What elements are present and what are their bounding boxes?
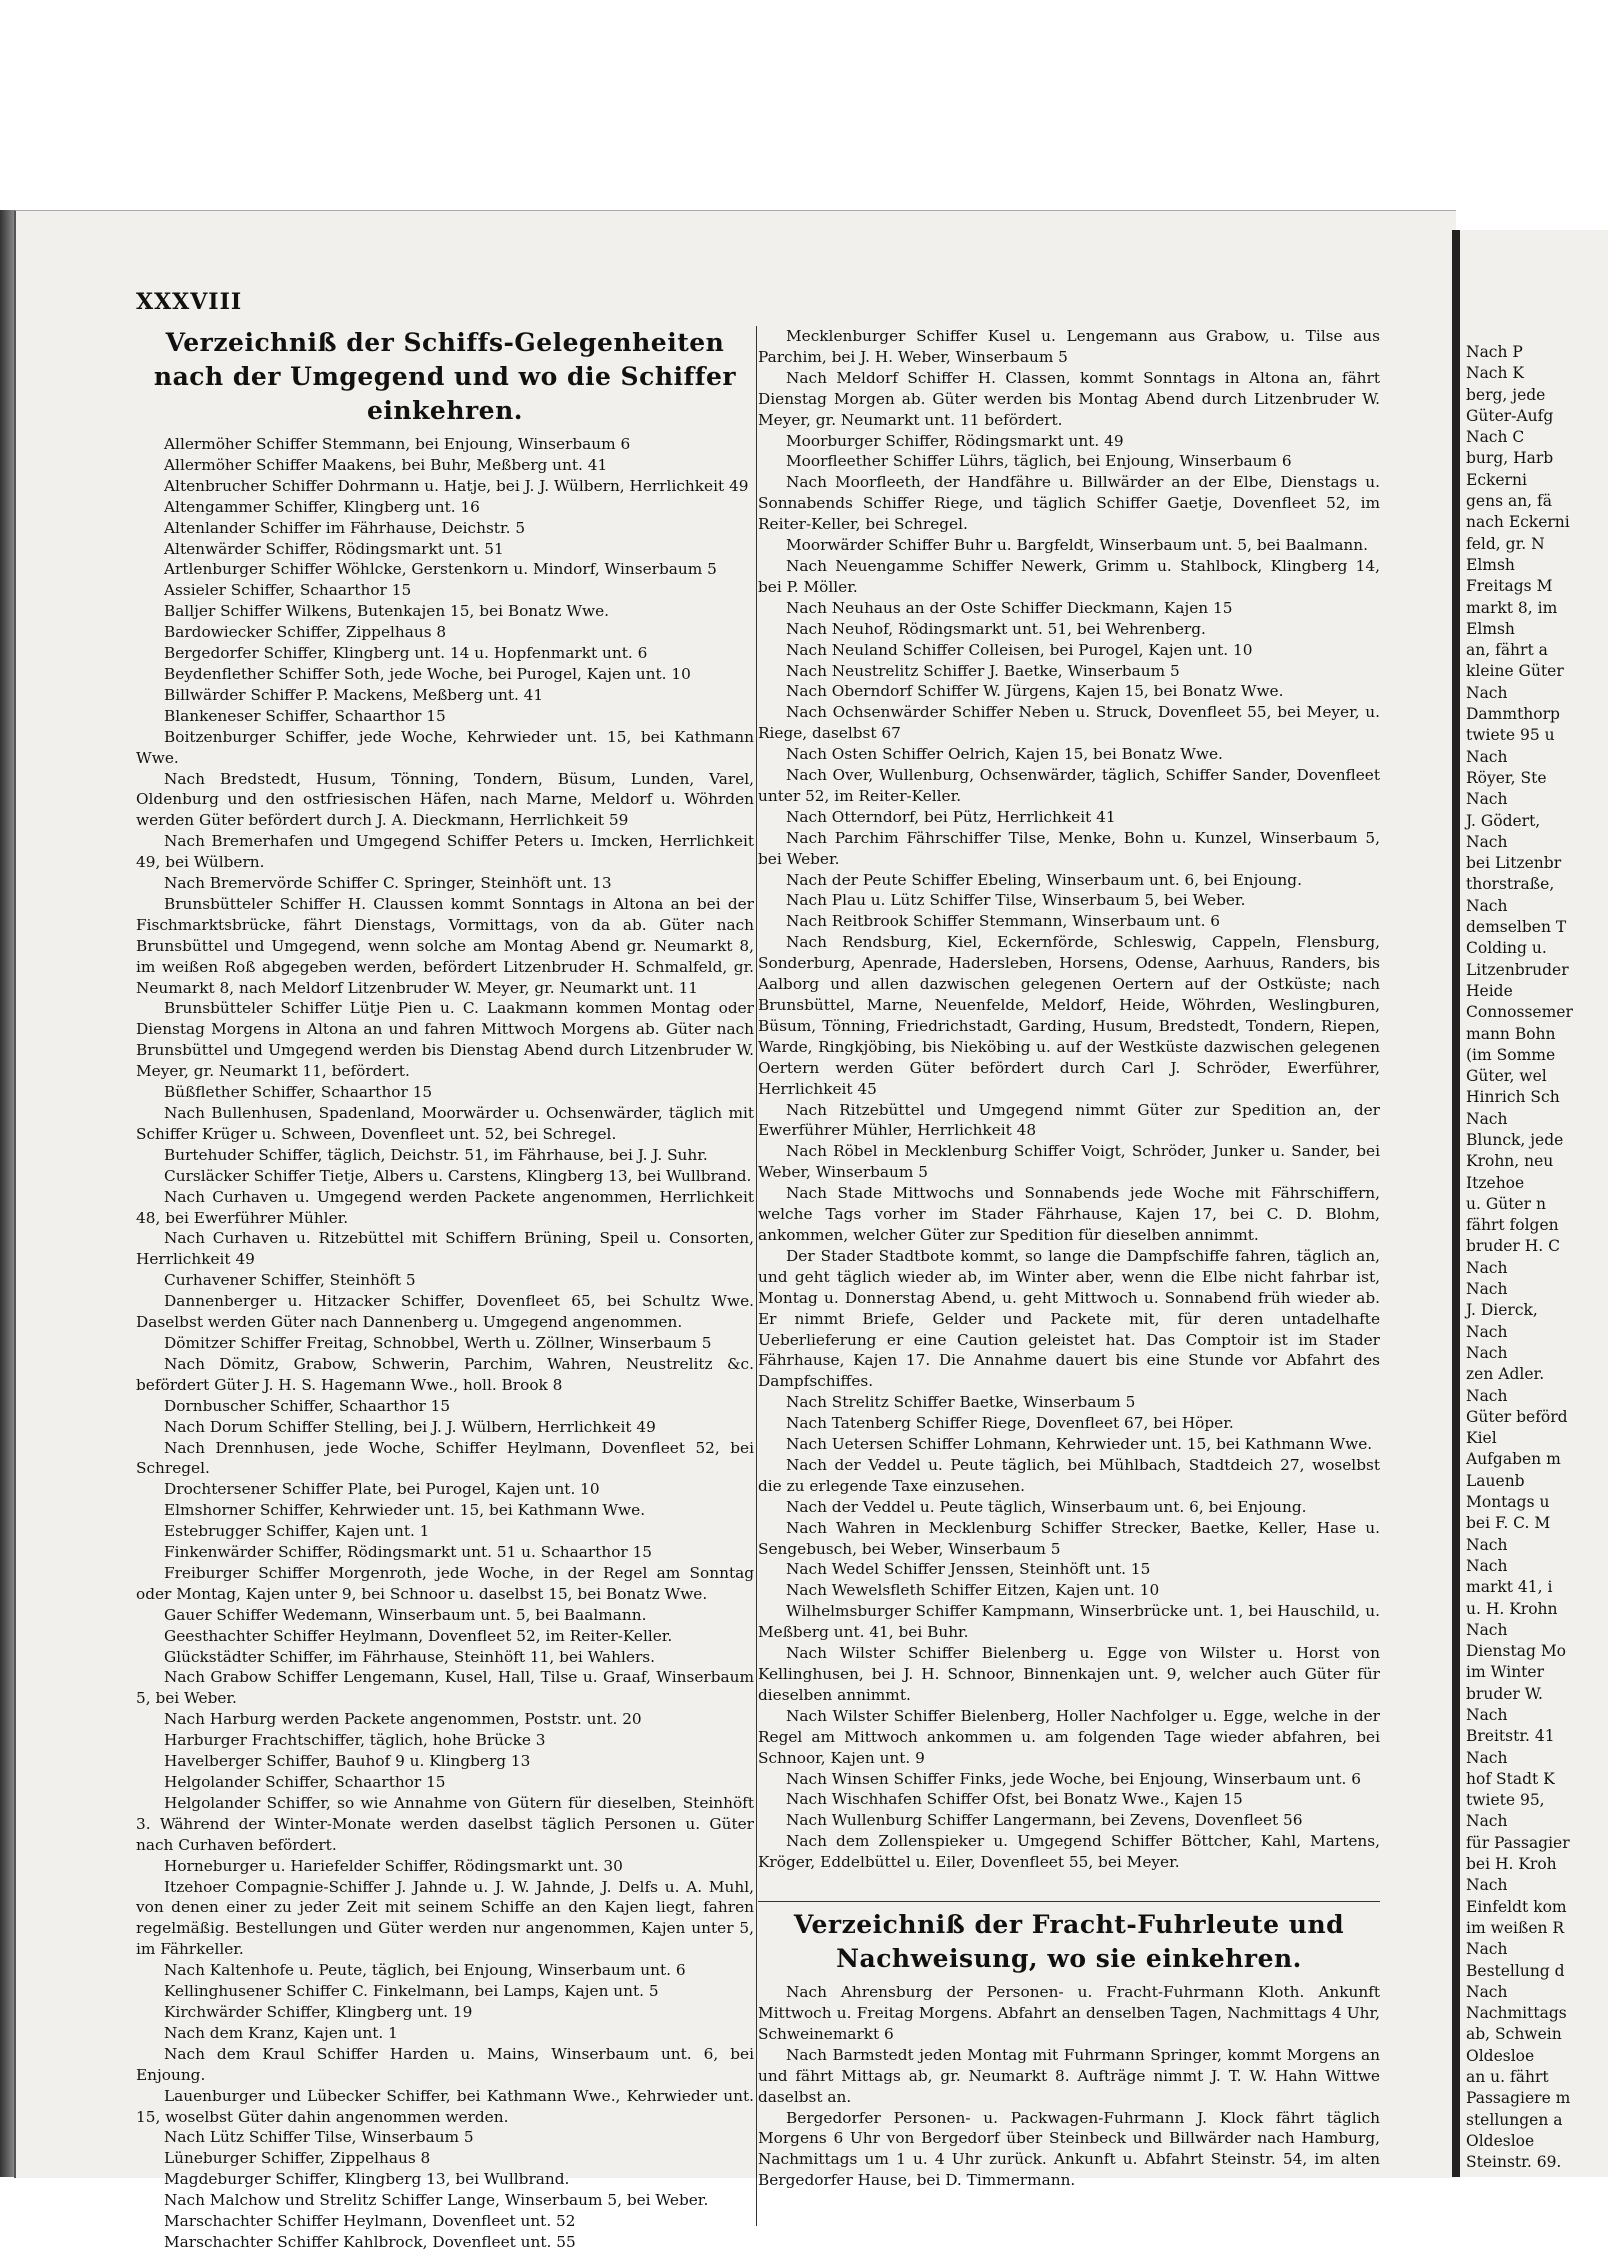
directory-entry: Brunsbütteler Schiffer Lütje Pien u. C. Laakmann kommen Montag oder Dienstag Morgens in Altona an und fahren Mittwoch Morgens ab. Güter nach Brunsbüttel und Umgegend werden bis Dienstag Abend durch Litzenbruder W. Meyer, gr. Neumarkt 11, befördert. — [136, 999, 754, 1081]
directory-entry: Kirchwärder Schiffer, Klingberg unt. 19 — [164, 2002, 473, 2021]
adjacent-page-line: Krohn, neu — [1466, 1152, 1554, 1171]
adjacent-page-line: J. Dierck, — [1466, 1301, 1538, 1320]
directory-entry: Elmshorner Schiffer, Kehrwieder unt. 15, bei Kathmann Wwe. — [164, 1501, 646, 1520]
adjacent-page-line: Hinrich Sch — [1466, 1088, 1560, 1107]
directory-entry: Artlenburger Schiffer Wöhlcke, Gerstenkorn u. Mindorf, Winserbaum 5 — [164, 560, 717, 579]
adjacent-page-line: Steinstr. 69. — [1466, 2153, 1562, 2172]
adjacent-page-line: Nach — [1466, 1535, 1508, 1554]
directory-entry: Nach Harburg werden Packete angenommen, Poststr. unt. 20 — [164, 1710, 642, 1729]
adjacent-page-line: bei Litzenbr — [1466, 854, 1562, 873]
directory-entry: Altengammer Schiffer, Klingberg unt. 16 — [164, 497, 480, 516]
adjacent-page-line: markt 8, im — [1466, 598, 1558, 617]
directory-entry: Nach Lütz Schiffer Tilse, Winserbaum 5 — [164, 2128, 474, 2147]
adjacent-page-line: Oldesloe — [1466, 2046, 1535, 2065]
adjacent-page-line: zen Adler. — [1466, 1365, 1545, 1384]
directory-entry: Nach Neuhaus an der Oste Schiffer Dieckmann, Kajen 15 — [786, 598, 1233, 617]
directory-entry: Dannenberger u. Hitzacker Schiffer, Dovenfleet 65, bei Schultz Wwe. Daselbst werden Güter nach Dannenberg u. Umgegend angenommen. — [136, 1292, 754, 1332]
directory-entry: Nach Neuengamme Schiffer Newerk, Grimm u. Stahlbock, Klingberg 14, bei P. Möller. — [758, 556, 1380, 596]
adjacent-page-line: Nach — [1466, 1982, 1508, 2001]
directory-entry: Burtehuder Schiffer, täglich, Deichstr. 51, im Fährhause, bei J. J. Suhr. — [164, 1145, 708, 1164]
adjacent-page-line: Breitstr. 41 — [1466, 1727, 1555, 1746]
directory-entry: Nach Drennhusen, jede Woche, Schiffer Heylmann, Dovenfleet 52, bei Schregel. — [136, 1438, 754, 1478]
adjacent-page-line: an u. fährt — [1466, 2068, 1549, 2087]
adjacent-page-line: im Winter — [1466, 1663, 1544, 1682]
directory-entry: Boitzenburger Schiffer, jede Woche, Kehrwieder unt. 15, bei Kathmann Wwe. — [136, 727, 754, 767]
directory-entry: Beydenflether Schiffer Soth, jede Woche, bei Purogel, Kajen unt. 10 — [164, 664, 691, 683]
directory-entry: Allermöher Schiffer Maakens, bei Buhr, Meßberg unt. 41 — [164, 455, 608, 474]
adjacent-page-line: Eckerni — [1466, 470, 1527, 489]
adjacent-page-line: Bestellung d — [1466, 1961, 1565, 1980]
adjacent-page-line: Nach — [1466, 1322, 1508, 1341]
adjacent-page-line: Nach — [1466, 896, 1508, 915]
directory-entry: Nach Wewelsfleth Schiffer Eitzen, Kajen unt. 10 — [786, 1581, 1160, 1600]
directory-entry: Dömitzer Schiffer Freitag, Schnobbel, Werth u. Zöllner, Winserbaum 5 — [164, 1333, 712, 1352]
directory-entry: Marschachter Schiffer Kahlbrock, Dovenfleet unt. 55 — [164, 2232, 576, 2251]
directory-entry: Nach dem Zollenspieker u. Umgegend Schiffer Böttcher, Kahl, Martens, Kröger, Eddelbüttel u. Eiler, Dovenfleet 55, bei Meyer. — [758, 1832, 1380, 1872]
adjacent-page-line: Colding u. — [1466, 939, 1547, 958]
adjacent-page-line: im weißen R — [1466, 1918, 1565, 1937]
directory-entry: Nach Bremerhafen und Umgegend Schiffer Peters u. Imcken, Herrlichkeit 49, bei Wülbern. — [136, 832, 754, 872]
section2-entries-list — [758, 1982, 1380, 2191]
column-divider — [756, 326, 757, 2226]
adjacent-page-line: Güter, wel — [1466, 1067, 1547, 1086]
adjacent-page-line: Nach — [1466, 1556, 1508, 1575]
directory-entry: Nach Neuland Schiffer Colleisen, bei Purogel, Kajen unt. 10 — [786, 640, 1253, 659]
adjacent-page-line: Nach C — [1466, 428, 1525, 447]
directory-entry: Nach dem Kraul Schiffer Harden u. Mains, Winserbaum unt. 6, bei Enjoung. — [136, 2044, 754, 2084]
directory-entry: Nach Over, Wullenburg, Ochsenwärder, täglich, Schiffer Sander, Dovenfleet unter 52, im Reiter-Keller. — [758, 766, 1380, 805]
adjacent-page-line: J. Gödert, — [1466, 811, 1541, 830]
directory-entry: Blankeneser Schiffer, Schaarthor 15 — [164, 706, 446, 725]
adjacent-page-line: demselben T — [1466, 918, 1567, 937]
directory-entry: Moorwärder Schiffer Buhr u. Bargfeldt, Winserbaum unt. 5, bei Baalmann. — [786, 536, 1368, 555]
directory-entry: Balljer Schiffer Wilkens, Butenkajen 15, bei Bonatz Wwe. — [164, 602, 610, 621]
carrier-entry: Nach Ahrensburg der Personen- u. Fracht-Fuhrmann Kloth. Ankunft Mittwoch u. Freitag Morgens. Abfahrt an denselben Tagen, Nachmittags 4 Uhr, Schweinemarkt 6 — [758, 1983, 1380, 2043]
directory-entry: Nach Winsen Schiffer Finks, jede Woche, bei Enjoung, Winserbaum unt. 6 — [786, 1769, 1361, 1788]
directory-entry: Büßflether Schiffer, Schaarthor 15 — [164, 1083, 433, 1102]
directory-entry: Glückstädter Schiffer, im Fährhause, Steinhöft 11, bei Wahlers. — [164, 1647, 656, 1666]
adjacent-page-line: Aufgaben m — [1466, 1450, 1561, 1469]
directory-entry: Bardowiecker Schiffer, Zippelhaus 8 — [164, 623, 447, 642]
adjacent-page-line: Nach — [1466, 832, 1508, 851]
adjacent-page-line: Nach — [1466, 1812, 1508, 1831]
carrier-entry: Bergedorfer Personen- u. Packwagen-Fuhrmann J. Klock fährt täglich Morgens 6 Uhr von Bergedorf über Steinbeck und Billwärder nach Hamburg, Nachmittags um 1 u. 4 Uhr zurück. Ankunft u. Abfahrt Steinstr. 54, im alten Bergedorfer Hause, bei D. Timmermann. — [758, 2108, 1380, 2190]
directory-entry: Nach Dömitz, Grabow, Schwerin, Parchim, Wahren, Neustrelitz &c. befördert Güter J. H. S. Hagemann Wwe., holl. Brook 8 — [136, 1354, 754, 1394]
directory-entry: Nach Ritzebüttel und Umgegend nimmt Güter zur Spedition an, der Ewerführer Mühler, Herrlichkeit 48 — [758, 1100, 1380, 1140]
directory-entry: Nach der Peute Schiffer Ebeling, Winserbaum unt. 6, bei Enjoung. — [786, 870, 1302, 889]
directory-entry: Nach der Veddel u. Peute täglich, bei Mühlbach, Stadtdeich 27, woselbst die zu erlegende Taxe einzusehen. — [758, 1455, 1380, 1495]
directory-entry: Freiburger Schiffer Morgenroth, jede Woche, in der Regel am Sonntag oder Montag, Kajen unter 9, bei Schnoor u. daselbst 15, bei Bonatz Wwe. — [136, 1563, 754, 1603]
directory-entry: Nach Wullenburg Schiffer Langermann, bei Zevens, Dovenfleet 56 — [786, 1811, 1303, 1830]
directory-entry: Moorburger Schiffer, Rödingsmarkt unt. 49 — [786, 431, 1124, 450]
directory-entry: Dornbuscher Schiffer, Schaarthor 15 — [164, 1396, 451, 1415]
adjacent-page-line: Montags u — [1466, 1493, 1550, 1512]
adjacent-page-fragments — [1460, 342, 1608, 2174]
adjacent-page-line: Kiel — [1466, 1429, 1497, 1448]
adjacent-page-line: bruder H. C — [1466, 1237, 1560, 1256]
adjacent-page-line: Lauenb — [1466, 1471, 1525, 1490]
directory-entry: Nach Ochsenwärder Schiffer Neben u. Struck, Dovenfleet 55, bei Meyer, u. Riege, daselbst 67 — [758, 703, 1380, 743]
right-entries-list — [758, 326, 1380, 1873]
directory-entry: Nach der Veddel u. Peute täglich, Winserbaum unt. 6, bei Enjoung. — [786, 1497, 1307, 1516]
directory-entry: Nach Bullenhusen, Spadenland, Moorwärder u. Ochsenwärder, täglich mit Schiffer Krüger u. Schween, Dovenfleet unt. 52, bei Schregel. — [136, 1104, 754, 1143]
directory-entry: Nach dem Kranz, Kajen unt. 1 — [164, 2023, 398, 2042]
directory-entry: Mecklenburger Schiffer Kusel u. Lengemann aus Grabow, u. Tilse aus Parchim, bei J. H. Weber, Winserbaum 5 — [758, 327, 1380, 366]
right-column — [758, 326, 1380, 2191]
directory-entry: Nach Neuhof, Rödingsmarkt unt. 51, bei Wehrenberg. — [786, 619, 1206, 638]
directory-entry: Altenlander Schiffer im Fährhause, Deichstr. 5 — [164, 518, 526, 537]
adjacent-page-line: Connossemer — [1466, 1003, 1573, 1022]
section2-heading: Verzeichniß der Fracht-Fuhrleute und Nachweisung, wo sie einkehren. — [758, 1901, 1380, 1976]
directory-entry: Nach Reitbrook Schiffer Stemmann, Winserbaum unt. 6 — [786, 912, 1221, 931]
adjacent-page-line: twiete 95, — [1466, 1791, 1545, 1810]
directory-entry: Magdeburger Schiffer, Klingberg 13, bei Wullbrand. — [164, 2170, 570, 2189]
adjacent-page-line: Oldesloe — [1466, 2131, 1535, 2150]
adjacent-page-line: kleine Güter — [1466, 662, 1564, 681]
adjacent-page-line: Passagiere m — [1466, 2089, 1571, 2108]
book-gutter — [0, 210, 14, 2177]
adjacent-page-line: Nach — [1466, 1280, 1508, 1299]
directory-entry: Harburger Frachtschiffer, täglich, hohe Brücke 3 — [164, 1731, 546, 1750]
directory-entry: Nach Kaltenhofe u. Peute, täglich, bei Enjoung, Winserbaum unt. 6 — [164, 1961, 686, 1980]
adjacent-page-line: berg, jede — [1466, 385, 1546, 404]
directory-entry: Nach Strelitz Schiffer Baetke, Winserbaum 5 — [786, 1393, 1136, 1412]
adjacent-page-line: feld, gr. N — [1466, 534, 1545, 553]
directory-entry: Nach Bredstedt, Husum, Tönning, Tondern, Büsum, Lunden, Varel, Oldenburg und den ostfriesischen Häfen, nach Marne, Meldorf u. Wöhrden werden Güter befördert durch J. A. Dieckmann, Herrlichkeit 59 — [136, 769, 754, 830]
directory-entry: Itzehoer Compagnie-Schiffer J. Jahnde u. J. W. Jahnde, J. Delfs u. A. Muhl, von denen einer zu jeder Zeit mit seinem Schiffe an den Kajen liegt, fahren regelmäßig. Bestellungen und Güter werden nur angenommen, Kajen unter 5, im Fährkeller. — [136, 1877, 754, 1959]
adjacent-page-line: Blunck, jede — [1466, 1130, 1564, 1149]
directory-entry: Kellinghusener Schiffer C. Finkelmann, bei Lamps, Kajen unt. 5 — [164, 1982, 659, 2001]
directory-entry: Gauer Schiffer Wedemann, Winserbaum unt. 5, bei Baalmann. — [164, 1605, 647, 1624]
directory-entry: Nach Wilster Schiffer Bielenberg, Holler Nachfolger u. Egge, welche in der Regel am Mittwoch ankommen u. am folgenden Tage wieder abfahren, bei Schnoor, Kajen unt. 9 — [758, 1706, 1380, 1767]
directory-entry: Finkenwärder Schiffer, Rödingsmarkt unt. 51 u. Schaarthor 15 — [164, 1543, 653, 1562]
directory-entry: Nach Neustrelitz Schiffer J. Baetke, Winserbaum 5 — [786, 661, 1180, 680]
adjacent-page-line: Nach P — [1466, 343, 1523, 361]
adjacent-page-line: u. Güter n — [1466, 1194, 1546, 1213]
adjacent-page-line: Nach — [1466, 1386, 1508, 1405]
adjacent-page-line: u. H. Krohn — [1466, 1599, 1558, 1618]
adjacent-page-line: thorstraße, — [1466, 875, 1555, 894]
adjacent-page-line: Nach K — [1466, 364, 1524, 383]
page-number: XXXVIII — [136, 289, 243, 315]
directory-entry: Billwärder Schiffer P. Mackens, Meßberg unt. 41 — [164, 685, 544, 704]
adjacent-page-line: bei H. Kroh — [1466, 1855, 1557, 1874]
adjacent-page-line: Elmsh — [1466, 555, 1515, 574]
adjacent-page-line: Nach — [1466, 1748, 1508, 1767]
directory-entry: Lauenburger und Lübecker Schiffer, bei Kathmann Wwe., Kehrwieder unt. 15, woselbst Güter dahin angenommen werden. — [136, 2086, 754, 2126]
directory-entry: Nach Tatenberg Schiffer Riege, Dovenfleet 67, bei Höper. — [786, 1414, 1234, 1433]
adjacent-page-line: Nach — [1466, 1620, 1508, 1639]
directory-entry: Nach Wilster Schiffer Bielenberg u. Egge von Wilster u. Horst von Kellinghusen, bei J. H. Schnoor, Binnenkajen unt. 9, welcher auch Güter für dieselben annimmt. — [758, 1644, 1380, 1704]
directory-entry: Nach Rendsburg, Kiel, Eckernförde, Schleswig, Cappeln, Flensburg, Sonderburg, Apenrade, Hadersleben, Horsens, Odense, Aarhuus, Randers, bis Aalborg und allen dazwischen gelegenen Oertern auf der Ostküste; nach Brunsbüttel, Marne, Neuenfelde, Meldorf, Heide, Wöhrden, Weslingburen, Büsum, Tönning, Friedrichstadt, Garding, Husum, Bredstedt, Tondern, Riepen, Warde, Ringkjöbing, bis Nieköbing u. auf der Westküste dazwischen gelegenen Oertern werden Güter befördert durch Carl J. Schröder, Ewerführer, Herrlichkeit 45 — [758, 933, 1380, 1098]
directory-entry: Der Stader Stadtbote kommt, so lange die Dampfschiffe fahren, täglich an, und geht täglich wieder ab, im Winter aber, wenn die Elbe nicht fahrbar ist, Montag u. Donnerstag Abend, u. geht Mittwoch u. Sonnabend früh wieder ab. Er nimmt Briefe, Gelder und Packete mit, für deren untadelhafte Ueberlieferung er eine Caution geleistet hat. Das Comptoir ist im Stader Fährhause, Kajen 17. Die Annahme dauert bis eine Stunde vor Abfahrt des Dampfschiffes. — [758, 1246, 1380, 1391]
directory-entry: Geesthachter Schiffer Heylmann, Dovenfleet 52, im Reiter-Keller. — [164, 1626, 673, 1645]
left-entries-list — [136, 434, 754, 2253]
directory-entry: Nach Osten Schiffer Oelrich, Kajen 15, bei Bonatz Wwe. — [786, 745, 1223, 764]
adjacent-page-line: bei F. C. M — [1466, 1514, 1551, 1533]
adjacent-page-line: Nach — [1466, 1109, 1508, 1128]
directory-entry: Nach Grabow Schiffer Lengemann, Kusel, Hall, Tilse u. Graaf, Winserbaum 5, bei Weber. — [136, 1668, 754, 1708]
directory-entry: Nach Röbel in Mecklenburg Schiffer Voigt, Schröder, Junker u. Sander, bei Weber, Winserbaum 5 — [758, 1142, 1380, 1182]
directory-entry: Nach Curhaven u. Umgegend werden Packete angenommen, Herrlichkeit 48, bei Ewerführer Mühler. — [136, 1187, 754, 1227]
directory-entry: Nach Wischhafen Schiffer Ofst, bei Bonatz Wwe., Kajen 15 — [786, 1790, 1243, 1809]
directory-entry: Nach Stade Mittwochs und Sonnabends jede Woche mit Fährschiffern, welche Tags vorher im Stader Fährhause, Kajen 17, bei C. D. Blohm, ankommen, welcher Güter zur Spedition für dieselben annimmt. — [758, 1184, 1380, 1244]
directory-entry: Nach Plau u. Lütz Schiffer Tilse, Winserbaum 5, bei Weber. — [786, 891, 1246, 910]
adjacent-page-line: Litzenbruder — [1466, 960, 1569, 979]
directory-entry: Nach Wahren in Mecklenburg Schiffer Strecker, Baetke, Keller, Hase u. Sengebusch, bei Weber, Winserbaum 5 — [758, 1518, 1380, 1558]
adjacent-page-line: bruder W. — [1466, 1684, 1543, 1703]
adjacent-page-line: hof Stadt K — [1466, 1769, 1555, 1788]
section1-heading: Verzeichniß der Schiffs-Gelegenheiten nach der Umgegend und wo die Schiffer einkehren. — [153, 328, 737, 425]
adjacent-page-line: gens an, fä — [1466, 492, 1553, 511]
adjacent-page-line: markt 41, i — [1466, 1578, 1553, 1597]
directory-entry: Cursläcker Schiffer Tietje, Albers u. Carstens, Klingberg 13, bei Wullbrand. — [164, 1166, 752, 1185]
adjacent-page-line: für Passagier — [1466, 1833, 1570, 1852]
adjacent-page-line: Nach — [1466, 790, 1508, 809]
adjacent-page-line: Güter-Aufg — [1466, 406, 1554, 425]
adjacent-page-line: an, fährt a — [1466, 641, 1548, 660]
directory-entry: Helgolander Schiffer, so wie Annahme von Gütern für dieselben, Steinhöft 3. Während der Winter-Monate werden daselbst täglich Personen u. Güter nach Curhaven befördert. — [136, 1793, 754, 1854]
directory-entry: Nach Parchim Fährschiffer Tilse, Menke, Bohn u. Kunzel, Winserbaum 5, bei Weber. — [758, 828, 1380, 868]
directory-entry: Nach Curhaven u. Ritzebüttel mit Schiffern Brüning, Speil u. Consorten, Herrlichkeit 49 — [136, 1229, 754, 1269]
adjacent-page-line: Nach — [1466, 1706, 1508, 1724]
adjacent-page-line: Heide — [1466, 981, 1513, 1000]
directory-entry: Brunsbütteler Schiffer H. Claussen kommt Sonntags in Altona an bei der Fischmarktsbrücke, fährt Dienstags, Vormittags, von da ab. Güter nach Brunsbüttel und Umgegend, wenn solche am Montag Abend gr. Neumarkt 8, im weißen Roß abgegeben werden, befördert Litzenbruder H. Schmalfeld, gr. Neumarkt 8, nach Meldorf Litzenbruder W. Meyer, gr. Neumarkt unt. 11 — [136, 894, 754, 997]
directory-entry: Altenbrucher Schiffer Dohrmann u. Hatje, bei J. J. Wülbern, Herrlichkeit 49 — [164, 476, 749, 495]
adjacent-page-line: Itzehoe — [1466, 1173, 1525, 1192]
directory-entry: Nach Otterndorf, bei Pütz, Herrlichkeit 41 — [786, 807, 1116, 826]
adjacent-page-line: Nach — [1466, 1258, 1508, 1277]
adjacent-page-line: Elmsh — [1466, 619, 1515, 638]
directory-entry: Estebrugger Schiffer, Kajen unt. 1 — [164, 1522, 430, 1541]
adjacent-page-line: stellungen a — [1466, 2110, 1563, 2129]
adjacent-page-line: Röyer, Ste — [1466, 768, 1547, 787]
directory-entry: Drochtersener Schiffer Plate, bei Purogel, Kajen unt. 10 — [164, 1480, 600, 1499]
book-page — [14, 210, 1456, 2251]
adjacent-page-line: Nach — [1466, 1876, 1508, 1895]
directory-entry: Nach Uetersen Schiffer Lohmann, Kehrwieder unt. 15, bei Kathmann Wwe. — [786, 1435, 1373, 1454]
adjacent-page — [1452, 230, 1608, 2177]
directory-entry: Allermöher Schiffer Stemmann, bei Enjoung, Winserbaum 6 — [164, 435, 631, 453]
directory-entry: Moorfleether Schiffer Lührs, täglich, bei Enjoung, Winserbaum 6 — [786, 452, 1292, 471]
directory-entry: Nach Wedel Schiffer Jenssen, Steinhöft unt. 15 — [786, 1560, 1151, 1579]
directory-entry: Horneburger u. Hariefelder Schiffer, Rödingsmarkt unt. 30 — [164, 1856, 623, 1875]
directory-entry: Nach Oberndorf Schiffer W. Jürgens, Kajen 15, bei Bonatz Wwe. — [786, 682, 1284, 701]
directory-entry: Havelberger Schiffer, Bauhof 9 u. Klingberg 13 — [164, 1752, 531, 1771]
adjacent-page-line: Nachmittags — [1466, 2004, 1567, 2023]
directory-entry: Curhavener Schiffer, Steinhöft 5 — [164, 1271, 416, 1290]
directory-entry: Wilhelmsburger Schiffer Kampmann, Winserbrücke unt. 1, bei Hauschild, u. Meßberg unt. 41, bei Buhr. — [758, 1602, 1380, 1642]
left-column — [136, 326, 754, 2253]
adjacent-page-line: mann Bohn — [1466, 1024, 1556, 1043]
adjacent-page-line: Nach — [1466, 1343, 1508, 1362]
directory-entry: Nach Meldorf Schiffer H. Classen, kommt Sonntags in Altona an, fährt Dienstag Morgen ab. Güter werden bis Montag Abend durch Litzenbruder W. Meyer, gr. Neumarkt unt. 11 befördert. — [758, 368, 1380, 429]
directory-entry: Lüneburger Schiffer, Zippelhaus 8 — [164, 2149, 431, 2168]
directory-entry: Bergedorfer Schiffer, Klingberg unt. 14 u. Hopfenmarkt unt. 6 — [164, 644, 648, 663]
adjacent-page-line: nach Eckerni — [1466, 513, 1570, 532]
directory-entry: Altenwärder Schiffer, Rödingsmarkt unt. 51 — [164, 539, 504, 558]
adjacent-page-line: Güter beförd — [1466, 1407, 1568, 1426]
carrier-entry: Nach Barmstedt jeden Montag mit Fuhrmann Springer, kommt Morgens an und fährt Mittags ab, gr. Neumarkt 8. Aufträge nimmt J. T. W. Hahn Wittwe daselbst an. — [758, 2045, 1380, 2106]
directory-entry: Nach Moorfleeth, der Handfähre u. Billwärder an der Elbe, Dienstags u. Sonnabends Schiffer Riege, und täglich Schiffer Gaetje, Dovenfleet 52, im Reiter-Keller, bei Schregel. — [758, 473, 1380, 534]
directory-entry: Assieler Schiffer, Schaarthor 15 — [164, 581, 412, 600]
adjacent-page-line: twiete 95 u — [1466, 726, 1555, 745]
adjacent-page-line: (im Somme — [1466, 1045, 1556, 1064]
directory-entry: Helgolander Schiffer, Schaarthor 15 — [164, 1773, 446, 1791]
adjacent-page-line: Nach — [1466, 747, 1508, 766]
adjacent-page-line: burg, Harb — [1466, 449, 1554, 468]
adjacent-page-line: Freitags M — [1466, 577, 1553, 596]
adjacent-page-line: fährt folgen — [1466, 1216, 1559, 1235]
directory-entry: Nach Dorum Schiffer Stelling, bei J. J. Wülbern, Herrlichkeit 49 — [164, 1417, 656, 1436]
adjacent-page-line: Dienstag Mo — [1466, 1642, 1567, 1661]
adjacent-page-line: Nach — [1466, 683, 1508, 702]
adjacent-page-line: Dammthorp — [1466, 705, 1560, 724]
directory-entry: Nach Bremervörde Schiffer C. Springer, Steinhöft unt. 13 — [164, 874, 612, 893]
adjacent-page-line: Einfeldt kom — [1466, 1897, 1567, 1916]
adjacent-page-line: ab, Schwein — [1466, 2025, 1562, 2044]
directory-entry: Marschachter Schiffer Heylmann, Dovenfleet unt. 52 — [164, 2212, 576, 2231]
directory-entry: Nach Malchow und Strelitz Schiffer Lange, Winserbaum 5, bei Weber. — [164, 2191, 709, 2210]
adjacent-page-line: Nach — [1466, 1940, 1508, 1959]
